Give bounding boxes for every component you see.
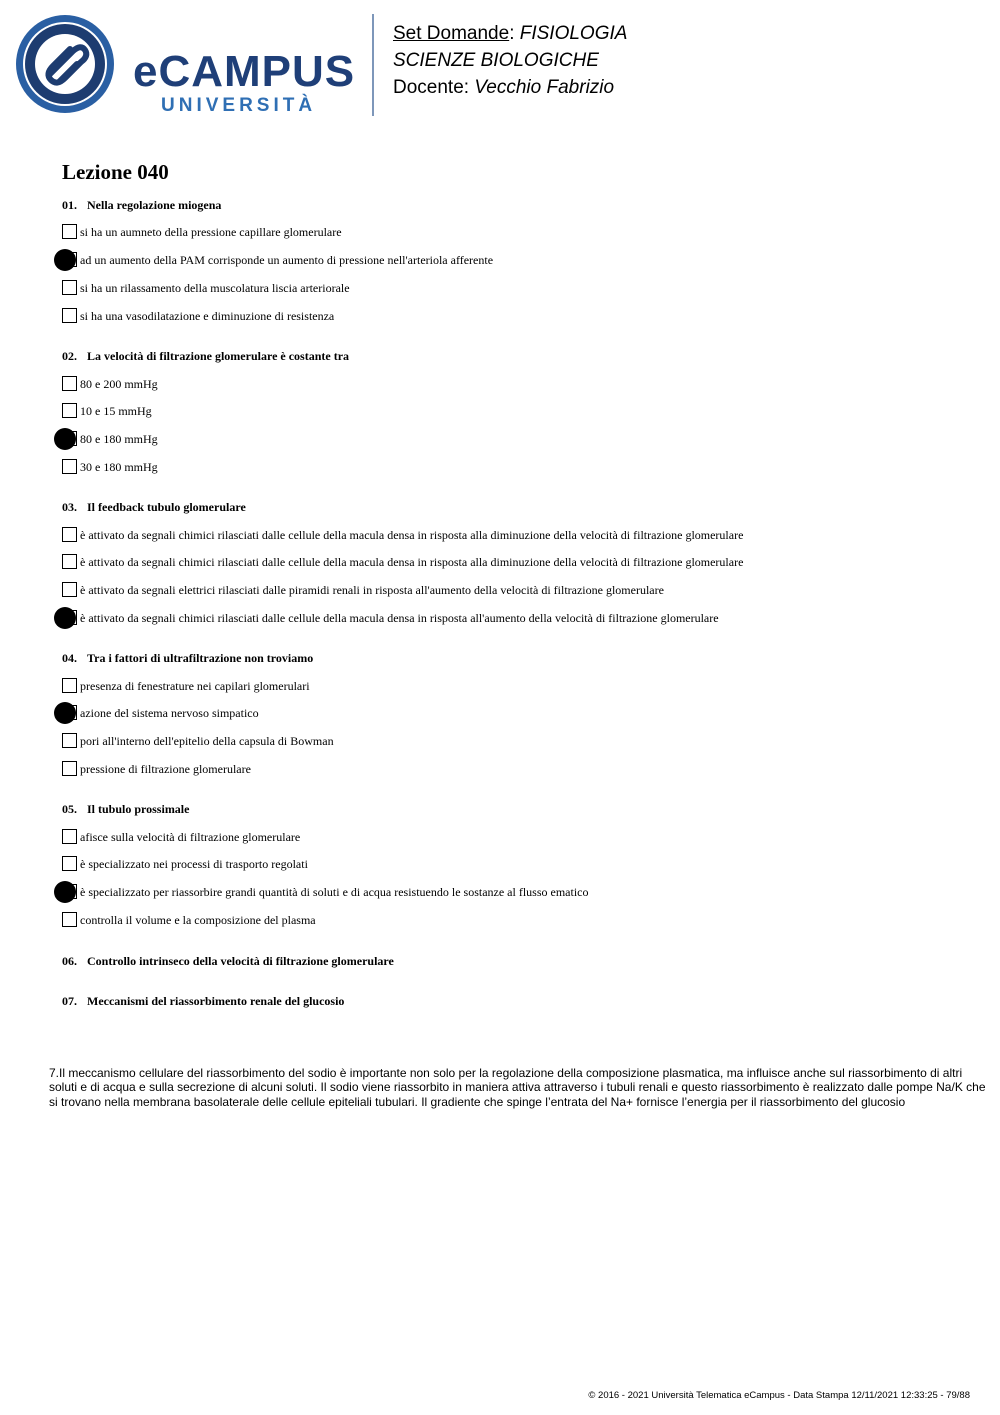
set-value: FISIOLOGIA [519, 23, 628, 44]
option-label: è attivato da segnali chimici rilasciati dalle cellule della macula densa in risposta all'aumento della velocità di filtrazione glomerulare [80, 611, 719, 625]
question-title: 07. Meccanismi del riassorbimento renale del glucosio [62, 994, 345, 1008]
option-label: pori all'interno dell'epitelio della capsula di Bowman [80, 734, 334, 748]
checkbox[interactable] [62, 459, 77, 474]
option-label: si ha un rilassamento della muscolatura liscia arteriorale [80, 281, 350, 295]
option-label: è attivato da segnali chimici rilasciati dalle cellule della macula densa in risposta alla diminuzione della velocità di filtrazione glomerulare [80, 528, 744, 542]
teacher-line [393, 76, 614, 100]
option-label: presenza di fenestrature nei capilari glomerulari [80, 679, 310, 693]
course-name: SCIENZE BIOLOGICHE [393, 50, 599, 71]
option-label: 80 e 200 mmHg [80, 377, 158, 391]
option-label: 10 e 15 mmHg [80, 404, 152, 418]
set-line: Set Domande: FISIOLOGIA [393, 23, 628, 44]
option-label: controlla il volume e la composizione del plasma [80, 913, 316, 927]
question-title: 01. Nella regolazione miogena [62, 198, 222, 212]
checkbox[interactable] [62, 403, 77, 418]
checkbox[interactable] [62, 280, 77, 295]
logo-subtitle: UNIVERSITÀ [161, 95, 317, 116]
option-label: pressione di filtrazione glomerulare [80, 762, 251, 776]
option-label: è specializzato nei processi di trasporto regolati [80, 857, 308, 871]
checkbox[interactable] [62, 733, 77, 748]
checkbox[interactable] [62, 912, 77, 927]
checkbox[interactable] [62, 224, 77, 239]
option-label: afisce sulla velocità di filtrazione glomerulare [80, 830, 301, 844]
question-title: 05. Il tubulo prossimale [62, 802, 190, 816]
option-label: 30 e 180 mmHg [80, 460, 158, 474]
checkbox[interactable] [62, 554, 77, 569]
selected-answer-marker [54, 249, 76, 271]
teacher-label: Docente: [393, 77, 470, 98]
question-title: 04. Tra i fattori di ultrafiltrazione non troviamo [62, 651, 314, 665]
selected-answer-marker [54, 607, 76, 629]
question-title: 02. La velocità di filtrazione glomerulare è costante tra [62, 349, 350, 363]
option-label: azione del sistema nervoso simpatico [80, 706, 259, 720]
set-label: Set Domande [393, 23, 510, 44]
selected-answer-marker [54, 428, 76, 450]
checkbox[interactable] [62, 376, 77, 391]
ecampus-logo [15, 14, 360, 119]
option-label: è attivato da segnali elettrici rilasciati dalle piramidi renali in risposta all'aumento della velocità di filtrazione glomerulare [80, 583, 664, 597]
checkbox[interactable] [62, 829, 77, 844]
option-label: è specializzato per riassorbire grandi quantità di soluti e di acqua resistuendo le sostanze al flusso ematico [80, 885, 589, 899]
option-label: 80 e 180 mmHg [80, 432, 158, 446]
option-label: è attivato da segnali chimici rilasciati dalle cellule della macula densa in risposta alla diminuzione della velocità di filtrazione glomerulare [80, 555, 744, 569]
question-title: 06. Controllo intrinseco della velocità di filtrazione glomerulare [62, 954, 394, 968]
teacher-name: Vecchio Fabrizio [474, 77, 615, 98]
university-seal-icon [15, 14, 115, 114]
checkbox[interactable] [62, 582, 77, 597]
logo-wordmark: eCAMPUS [133, 47, 356, 96]
open-answer-text: 7.Il meccanismo cellulare del riassorbimento del sodio è importante non solo per la regolazione della composizione plasmatica, ma influisce anche sul riassorbimento di altri soluti e di acqua e sulla secrezione di alcuni soluti. Il sodio viene riassorbito in maniera attiva attraverso i tubuli renali e questo riassorbimento è realizzato dalle pompe Na/K che si trovano nella membrana basolaterale delle cellule epiteliali tubulari. Il gradiente che spinge l’entrata del Na+ fornisce l’energia per il riassorbimento del glucosio [49, 1066, 986, 1109]
checkbox[interactable] [62, 761, 77, 776]
lesson-title: Lezione 040 [62, 160, 169, 184]
checkbox[interactable] [62, 527, 77, 542]
question-title: 03. Il feedback tubulo glomerulare [62, 500, 246, 514]
header-divider [372, 14, 374, 116]
page-footer: © 2016 - 2021 Università Telematica eCampus - Data Stampa 12/11/2021 12:33:25 - 79/88 [588, 1390, 970, 1401]
checkbox[interactable] [62, 308, 77, 323]
selected-answer-marker [54, 881, 76, 903]
checkbox[interactable] [62, 678, 77, 693]
checkbox[interactable] [62, 856, 77, 871]
selected-answer-marker [54, 702, 76, 724]
option-label: si ha un aumneto della pressione capillare glomerulare [80, 225, 342, 239]
option-label: ad un aumento della PAM corrisponde un aumento di pressione nell'arteriola afferente [80, 253, 494, 267]
option-label: si ha una vasodilatazione e diminuzione di resistenza [80, 309, 335, 323]
